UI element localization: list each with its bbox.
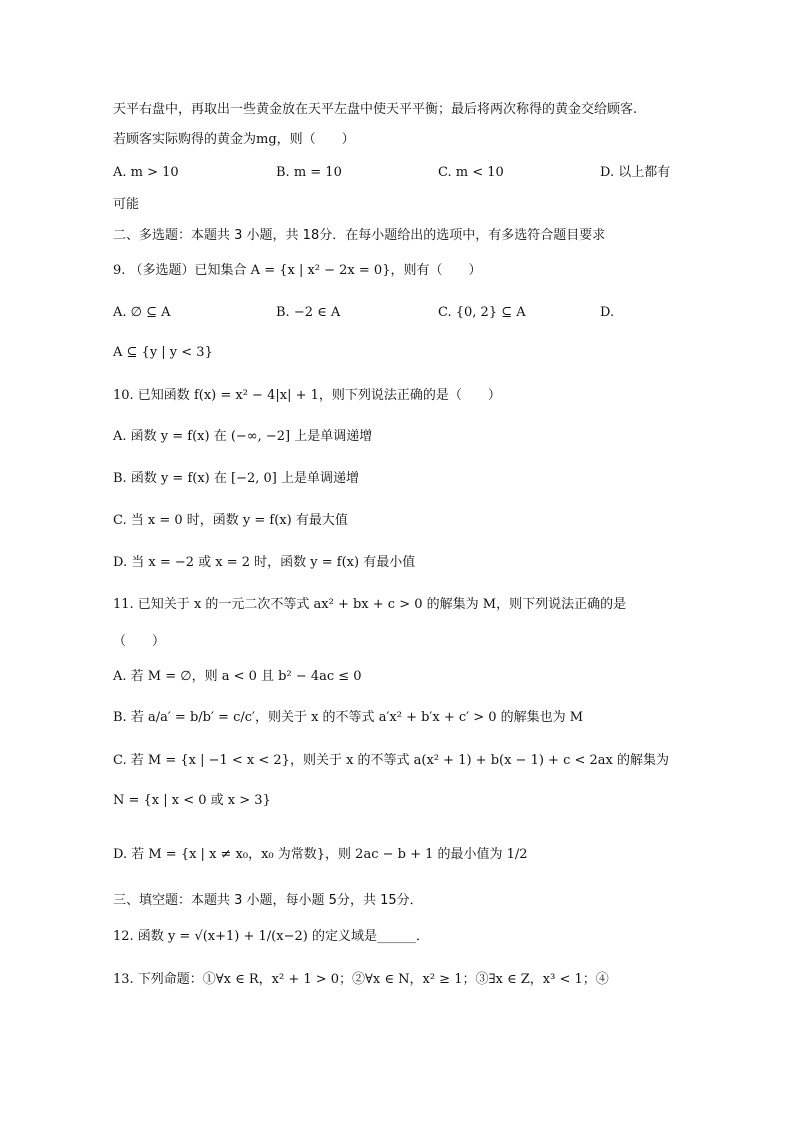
q8-option-b: B. m = 10 — [276, 165, 342, 180]
q8-option-a: A. m > 10 — [113, 165, 179, 180]
q10-option-b: B. 函数 y = f(x) 在 [−2, 0] 上是单调递增 — [113, 471, 359, 486]
q8-line1: 天平右盘中，再取出一些黄金放在天平左盘中使天平平衡；最后将两次称得的黄金交给顾客. — [113, 102, 638, 117]
q9-option-a: A. ∅ ⊆ A — [113, 305, 171, 320]
q8-option-d-wrap: 可能 — [113, 197, 140, 212]
section-multiple-choice: 二、多选题：本题共 3 小题，共 18分．在每小题给出的选项中，有多选符合题目要求 — [113, 228, 606, 243]
q11-stem: 11. 已知关于 x 的一元二次不等式 ax² + bx + c > 0 的解集为 M，则下列说法正确的是 — [113, 597, 627, 612]
q12-stem: 12. 函数 y = √(x+1) + 1/(x−2) 的定义域是______． — [113, 929, 429, 944]
q9-option-c: C. {0, 2} ⊆ A — [438, 305, 526, 320]
q10-stem: 10. 已知函数 f(x) = x² − 4|x| + 1，则下列说法正确的是（ ） — [113, 388, 501, 403]
q8-option-c: C. m < 10 — [438, 165, 504, 180]
q10-option-d: D. 当 x = −2 或 x = 2 时，函数 y = f(x) 有最小值 — [113, 555, 416, 570]
q11-option-d: D. 若 M = {x | x ≠ x₀，x₀ 为常数}，则 2ac − b + 1 的最小值为 1/2 — [113, 847, 528, 862]
q9-option-d-wrap: A ⊆ {y | y < 3} — [113, 345, 213, 360]
q11-option-c-wrap: N = {x | x < 0 或 x > 3} — [113, 793, 271, 808]
q8-option-d: D. 以上都有 — [600, 165, 671, 180]
q9-option-d: D. — [600, 305, 615, 320]
q11-paren: （ ） — [113, 634, 166, 649]
q9-stem: 9. （多选题）已知集合 A = {x | x² − 2x = 0}，则有（ ） — [113, 263, 482, 278]
q9-option-b: B. −2 ∈ A — [276, 305, 341, 320]
q8-line2: 若顾客实际购得的黄金为mg，则（ ） — [113, 132, 355, 147]
q10-option-a: A. 函数 y = f(x) 在 (−∞, −2] 上是单调递增 — [113, 429, 373, 444]
q10-option-c: C. 当 x = 0 时，函数 y = f(x) 有最大值 — [113, 513, 348, 528]
q11-option-a: A. 若 M = ∅，则 a < 0 且 b² − 4ac ≤ 0 — [113, 669, 362, 684]
section-fill-in: 三、填空题：本题共 3 小题，每小题 5分，共 15分． — [113, 893, 423, 908]
q13-stem: 13. 下列命题：①∀x ∈ R，x² + 1 > 0；②∀x ∈ N，x² ≥ 1；③∃x ∈ Z，x³ < 1；④ — [113, 972, 609, 987]
q11-option-b: B. 若 a/a′ = b/b′ = c/c′，则关于 x 的不等式 a′x² + b′x + c′ > 0 的解集也为 M — [113, 710, 584, 725]
q11-option-c: C. 若 M = {x | −1 < x < 2}，则关于 x 的不等式 a(x² + 1) + b(x − 1) + c < 2ax 的解集为 — [113, 753, 670, 768]
